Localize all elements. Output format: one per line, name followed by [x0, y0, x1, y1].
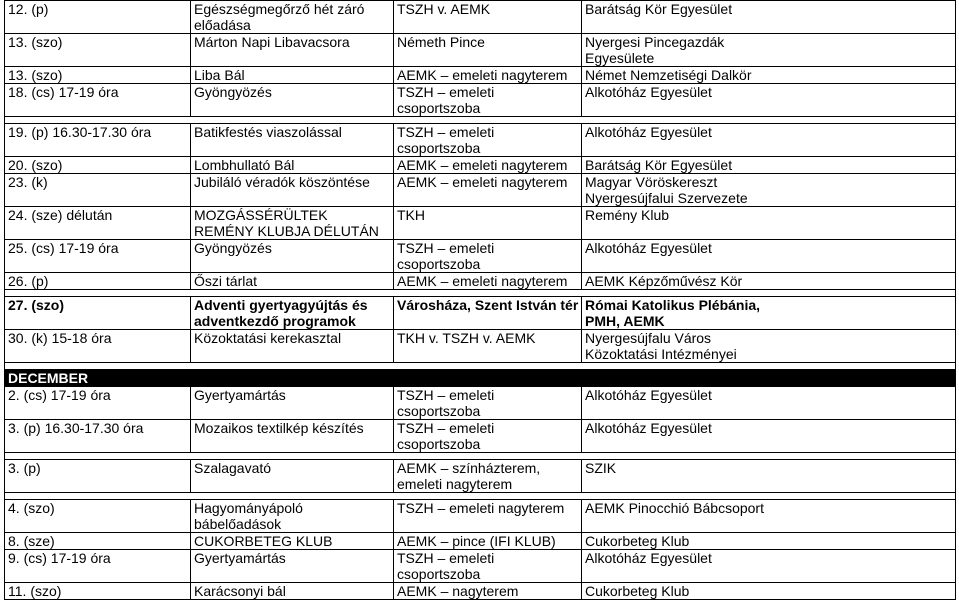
organizer-cell: Alkotóház Egyesület [582, 420, 956, 453]
venue-cell: AEMK – emeleti nagyterem [394, 157, 582, 174]
event-cell: Jubiláló véradók köszöntése [191, 174, 394, 207]
table-row [5, 124, 956, 157]
venue-cell: TSZH v. AEMK [394, 1, 582, 34]
date-cell: 30. (k) 15-18 óra [5, 330, 191, 363]
venue-cell: TSZH – emeleti csoportszoba [394, 84, 582, 117]
event-cell: Mozaikos textilkép készítés [191, 420, 394, 453]
organizer-cell: Római Katolikus Plébánia, PMH, AEMK [582, 297, 956, 330]
event-cell: Gyöngyözés [191, 84, 394, 117]
event-cell: Lombhullató Bál [191, 157, 394, 174]
organizer-cell: SZIK [582, 460, 956, 493]
date-cell: 19. (p) 16.30-17.30 óra [5, 124, 191, 157]
row-spacer [5, 363, 956, 370]
row-spacer [5, 290, 956, 297]
event-cell: MOZGÁSSÉRÜLTEK REMÉNY KLUBJA DÉLUTÁN [191, 207, 394, 240]
table-row [5, 67, 956, 84]
venue-cell: TKH [394, 207, 582, 240]
organizer-cell: Magyar Vöröskereszt Nyergesújfalui Szervezete [582, 174, 956, 207]
venue-cell: Németh Pince [394, 34, 582, 67]
row-spacer [5, 117, 956, 124]
venue-cell: Városháza, Szent István tér [394, 297, 582, 330]
month-heading: DECEMBER [5, 370, 956, 387]
organizer-cell: Alkotóház Egyesület [582, 84, 956, 117]
venue-cell: AEMK – emeleti nagyterem [394, 67, 582, 84]
table-row [5, 174, 956, 207]
organizer-cell: AEMK Képzőművész Kör [582, 273, 956, 290]
venue-cell: TSZH – emeleti csoportszoba [394, 387, 582, 420]
event-cell: Márton Napi Libavacsora [191, 34, 394, 67]
organizer-cell: Alkotóház Egyesület [582, 387, 956, 420]
table-row [5, 583, 956, 600]
table-row [5, 330, 956, 363]
event-cell: Őszi tárlat [191, 273, 394, 290]
venue-cell: AEMK – színházterem, emeleti nagyterem [394, 460, 582, 493]
table-row [5, 420, 956, 453]
date-cell: 25. (cs) 17-19 óra [5, 240, 191, 273]
venue-cell: TKH v. TSZH v. AEMK [394, 330, 582, 363]
organizer-cell: Barátság Kör Egyesület [582, 157, 956, 174]
organizer-cell: Nyergesi Pincegazdák Egyesülete [582, 34, 956, 67]
organizer-cell: Cukorbeteg Klub [582, 583, 956, 600]
date-cell: 9. (cs) 17-19 óra [5, 550, 191, 583]
organizer-cell: Barátság Kör Egyesület [582, 1, 956, 34]
venue-cell: AEMK – nagyterem [394, 583, 582, 600]
event-cell: Gyertyamártás [191, 387, 394, 420]
event-cell: Gyertyamártás [191, 550, 394, 583]
date-cell: 18. (cs) 17-19 óra [5, 84, 191, 117]
month-heading-row [5, 370, 956, 387]
organizer-cell: Német Nemzetiségi Dalkör [582, 67, 956, 84]
event-cell: Karácsonyi bál [191, 583, 394, 600]
date-cell: 11. (szo) [5, 583, 191, 600]
event-cell: CUKORBETEG KLUB [191, 533, 394, 550]
date-cell: 13. (szo) [5, 67, 191, 84]
date-cell: 8. (sze) [5, 533, 191, 550]
table-row [5, 297, 956, 330]
date-cell: 2. (cs) 17-19 óra [5, 387, 191, 420]
table-row [5, 500, 956, 533]
event-cell: Közoktatási kerekasztal [191, 330, 394, 363]
event-cell: Egészségmegőrző hét záró előadása [191, 1, 394, 34]
table-row [5, 207, 956, 240]
table-row [5, 1, 956, 34]
table-row [5, 273, 956, 290]
table-row [5, 157, 956, 174]
venue-cell: TSZH – emeleti csoportszoba [394, 420, 582, 453]
event-cell: Hagyományápoló bábelőadások [191, 500, 394, 533]
date-cell: 13. (szo) [5, 34, 191, 67]
organizer-cell: AEMK Pinocchió Bábcsoport [582, 500, 956, 533]
row-spacer [5, 493, 956, 500]
event-cell: Gyöngyözés [191, 240, 394, 273]
event-cell: Batikfestés viaszolással [191, 124, 394, 157]
organizer-cell: Remény Klub [582, 207, 956, 240]
date-cell: 3. (p) 16.30-17.30 óra [5, 420, 191, 453]
organizer-cell: Alkotóház Egyesület [582, 240, 956, 273]
table-row [5, 34, 956, 67]
venue-cell: TSZH – emeleti csoportszoba [394, 124, 582, 157]
table-row [5, 533, 956, 550]
date-cell: 27. (szo) [5, 297, 191, 330]
table-row [5, 550, 956, 583]
date-cell: 23. (k) [5, 174, 191, 207]
date-cell: 4. (szo) [5, 500, 191, 533]
venue-cell: AEMK – emeleti nagyterem [394, 174, 582, 207]
venue-cell: AEMK – pince (IFI KLUB) [394, 533, 582, 550]
venue-cell: TSZH – emeleti nagyterem [394, 500, 582, 533]
date-cell: 3. (p) [5, 460, 191, 493]
organizer-cell: Alkotóház Egyesület [582, 124, 956, 157]
venue-cell: TSZH – emeleti csoportszoba [394, 240, 582, 273]
table-row [5, 387, 956, 420]
venue-cell: TSZH – emeleti csoportszoba [394, 550, 582, 583]
venue-cell: AEMK – emeleti nagyterem [394, 273, 582, 290]
date-cell: 24. (sze) délután [5, 207, 191, 240]
date-cell: 26. (p) [5, 273, 191, 290]
event-cell: Liba Bál [191, 67, 394, 84]
organizer-cell: Nyergesújfalu Város Közoktatási Intézményei [582, 330, 956, 363]
date-cell: 12. (p) [5, 1, 191, 34]
organizer-cell: Cukorbeteg Klub [582, 533, 956, 550]
row-spacer [5, 453, 956, 460]
event-cell: Szalagavató [191, 460, 394, 493]
table-row [5, 240, 956, 273]
table-row [5, 460, 956, 493]
event-cell: Adventi gyertyagyújtás és adventkezdő programok [191, 297, 394, 330]
date-cell: 20. (szo) [5, 157, 191, 174]
organizer-cell: Alkotóház Egyesület [582, 550, 956, 583]
table-row [5, 84, 956, 117]
event-schedule-table [4, 0, 956, 600]
